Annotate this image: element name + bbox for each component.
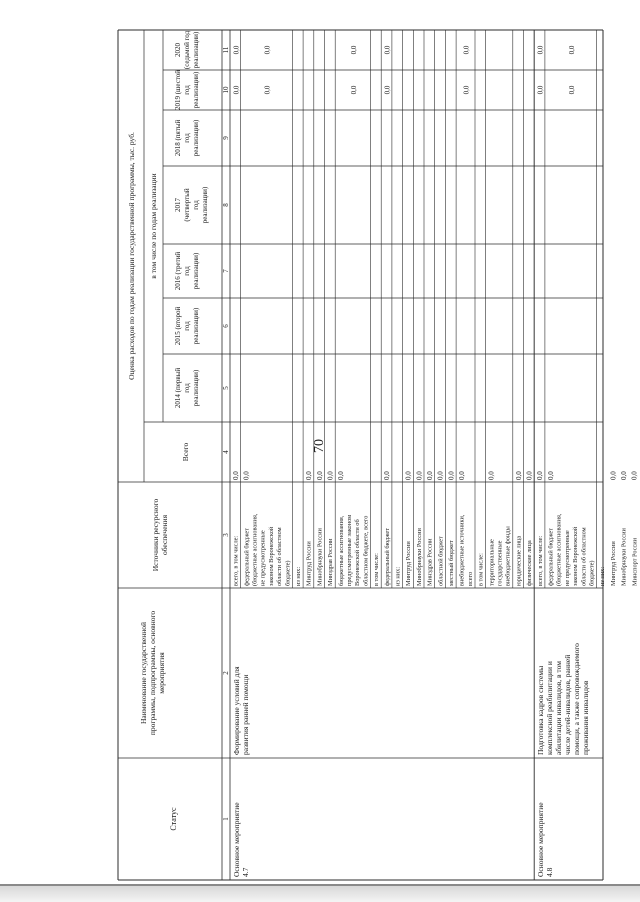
total-value: 0,0 — [315, 471, 324, 480]
source-cell: Минобрнауки России — [415, 528, 423, 586]
column-number-3: 3 — [222, 533, 230, 537]
header-total: Всего — [181, 442, 190, 462]
measure-status: Основное мероприятие4.7 — [232, 802, 250, 877]
column-number-11: 11 — [222, 46, 230, 54]
source-cell: федеральный бюджет(бюджетные ассигнования,не предусмотренныезаконом Воронежскойобласти об областномбюджете) — [243, 513, 292, 586]
source-cell: федеральный бюджет — [383, 528, 391, 586]
header-year-4: 2017(четвертыйгодреализации) — [174, 186, 209, 224]
y2020-value: 0,0 — [383, 45, 392, 55]
source-cell: Минобрнауки России — [620, 528, 628, 586]
header-source: Источники ресурсногообеспечения — [151, 498, 169, 572]
source-cell: территориальныегосударственныевнебюджетные фонды — [488, 526, 512, 586]
header-status: Статус — [169, 807, 178, 831]
source-cell: Минобрнауки России — [316, 528, 324, 586]
header-estimate: Оценка расходов по годам реализации государственной программы, тыс. руб. — [127, 132, 136, 380]
y2020-value: 0,0 — [232, 45, 241, 55]
column-number-5: 5 — [222, 386, 230, 390]
source-cell: всего, в том числе: — [232, 535, 240, 586]
column-number-1: 1 — [222, 817, 230, 821]
total-value: 0,0 — [337, 471, 346, 480]
column-number-8: 8 — [222, 203, 230, 207]
total-value: 0,0 — [487, 471, 496, 480]
header-year-3: 2016 (третийгодреализации) — [174, 251, 200, 291]
total-value: 0,0 — [609, 471, 618, 480]
y2019-value: 0,0 — [349, 85, 358, 95]
y2019-value: 0,0 — [462, 85, 471, 95]
source-cell: из них: — [394, 566, 402, 586]
source-cell: юридические лица — [515, 535, 523, 586]
y2020-value: 0,0 — [349, 45, 358, 55]
total-value: 0,0 — [525, 471, 534, 480]
rotated-table-group — [118, 30, 640, 880]
header-name: Наименование государственнойпрограммы, подпрограммы, основногомероприятия — [139, 610, 166, 736]
y2020-value: 0,0 — [263, 45, 272, 55]
source-cell: Минздрав России — [327, 538, 335, 586]
y2019-value: 0,0 — [232, 85, 241, 95]
source-cell: областной бюджет — [437, 536, 445, 586]
total-value: 0,0 — [404, 471, 413, 480]
total-value: 0,0 — [630, 471, 639, 480]
total-value: 0,0 — [326, 471, 335, 480]
source-cell: Минтруд России — [305, 541, 313, 586]
y2019-value: 0,0 — [536, 85, 545, 95]
total-value: 0,0 — [536, 471, 545, 480]
total-value: 0,0 — [447, 471, 456, 480]
measure-name: Подготовка кадров системыкомплексной реабилитации иабилитации инвалидов, в томчисле детей-инвалидов, раннейпомощи, а также сопровождаемогопроживания инвалидов — [536, 643, 591, 755]
y2020-value: 0,0 — [567, 45, 576, 55]
source-cell: в том числе: — [477, 553, 485, 586]
column-number-4: 4 — [222, 450, 230, 454]
total-value: 0,0 — [458, 471, 467, 480]
total-value: 0,0 — [514, 471, 523, 480]
source-cell: Минздрав России — [426, 538, 434, 586]
total-value: 0,0 — [620, 471, 628, 480]
measure-name: Формирование условий дляразвития ранней помощи — [232, 666, 250, 755]
total-value: 0,0 — [242, 471, 251, 480]
column-number-10: 10 — [222, 86, 230, 94]
total-value: 0,0 — [383, 471, 392, 480]
header-year-1: 2014 (первыйгодреализации) — [174, 367, 200, 409]
y2019-value: 0,0 — [263, 85, 272, 95]
total-value: 0,0 — [436, 471, 445, 480]
source-cell: из них: — [295, 566, 302, 586]
header-year-5: 2018 (пятыйгодреализации) — [174, 119, 200, 157]
y2019-value: 0,0 — [383, 85, 392, 95]
total-value: 0,0 — [232, 471, 240, 480]
total-value: 0,0 — [415, 471, 424, 480]
header-year-7: 2020(седьмой годреализации) — [174, 30, 200, 70]
source-cell: всего, в том числе: — [536, 535, 544, 586]
total-value: 0,0 — [426, 471, 434, 480]
total-value: 0,0 — [305, 471, 314, 480]
source-cell: физические лица — [526, 540, 534, 586]
column-number-7: 7 — [222, 269, 230, 273]
source-cell: Минспорт России — [631, 537, 639, 586]
y2020-value: 0,0 — [462, 45, 471, 55]
header-year-2: 2015 (второйгодреализации) — [174, 306, 200, 346]
source-cell: местный бюджет — [448, 540, 455, 586]
source-cell: в том числе: — [373, 553, 381, 586]
y2019-value: 0,0 — [567, 85, 576, 95]
header-by-years: в том числе по годам реализации — [149, 173, 158, 279]
column-number-6: 6 — [222, 324, 230, 328]
page-number: 70 — [312, 439, 327, 453]
source-cell: Минтруд России — [609, 541, 617, 586]
scan-shadow — [0, 886, 640, 902]
measure-status: Основное мероприятие4.8 — [536, 802, 555, 877]
y2020-value: 0,0 — [536, 45, 545, 55]
source-cell: из них: — [599, 566, 607, 586]
source-cell: Минтруд России — [405, 541, 413, 586]
source-cell: бюджетные ассигнования,предусмотренные закономВоронежской области обобластном бюджете, всего — [337, 514, 370, 586]
total-value: 0,0 — [546, 471, 555, 480]
header-year-6: 2019 (шестойгодреализации) — [174, 69, 200, 111]
source-cell: внебюджетные источники,всего — [458, 514, 474, 586]
column-number-2: 2 — [222, 671, 230, 675]
column-number-9: 9 — [222, 136, 230, 140]
source-cell: федеральный бюджет(бюджетные ассигнования,не предусмотренныезаконом Воронежскойобласти об областномбюджете) — [547, 513, 596, 586]
